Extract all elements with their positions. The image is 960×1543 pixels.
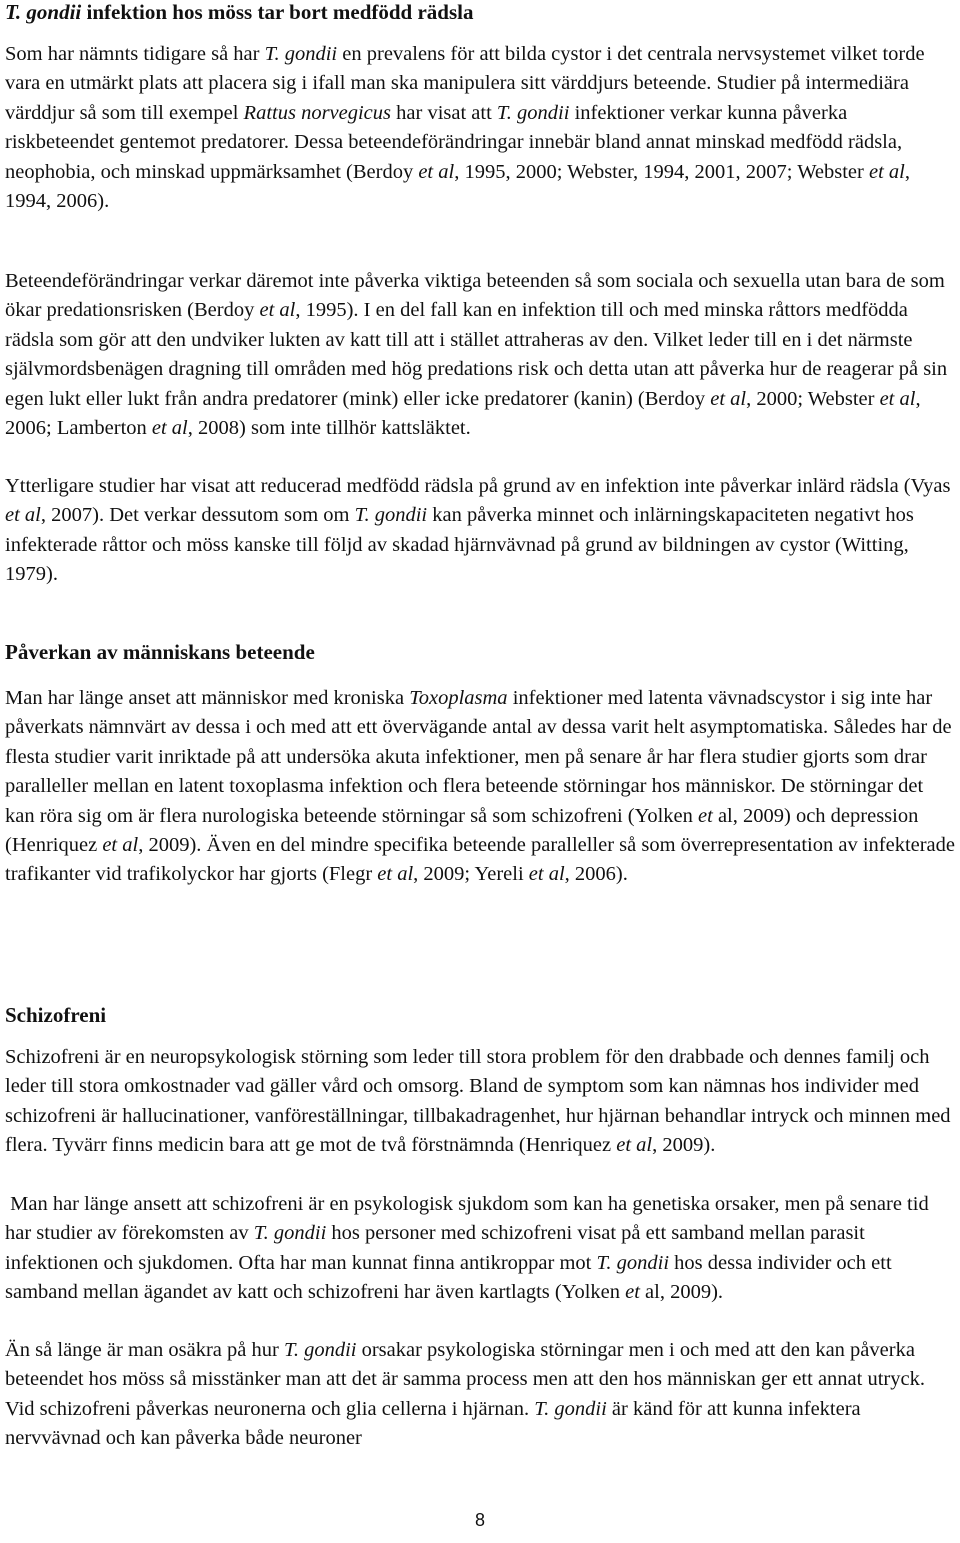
p6-text-1: Man har länge ansett att schizofreni är en psykologisk sjukdom som kan ha genetiska orsaker, men på senare tid har studier av förekomsten av: [5, 1193, 934, 1245]
page-number: 8: [474, 1510, 485, 1530]
p2-text-3: , 2000; Webster: [746, 387, 880, 410]
p2-italic-4: et al: [151, 417, 188, 440]
paragraph-5: [5, 1043, 957, 1161]
p6-italic-3: et: [625, 1281, 640, 1304]
p2-text-2: , 1995). I en del fall kan en infektion till och med minska råttors medfödda rädsla som gör att den undviker lukten av katt till att i stället attraheras av den. Vilket leder till en i det närmste självmordsbenägen dragning till områden med hög predations risk och detta utan att påverka hur de reagerar på sin egen lukt eller lukt från andra predatorer (mink) eller icke predatorer (kanin) (Berdoy: [5, 299, 948, 410]
p1-italic-1: T. gondii: [264, 43, 338, 65]
p4-italic-5: et al: [528, 863, 565, 886]
p4-text-5: , 2009; Yereli: [413, 863, 529, 886]
p1-text-6: , 1994, 2006).: [5, 160, 910, 213]
p1-text-1: Som har nämnts tidigare så har: [5, 43, 265, 65]
p4-italic-2: et: [698, 804, 713, 827]
p5-italic-1: et al: [616, 1134, 653, 1157]
p1-text-5: , 1995, 2000; Webster, 1994, 2001, 2007; Webster: [454, 160, 869, 183]
p6-italic-1: T. gondii: [253, 1222, 327, 1245]
p4-italic-1: Toxoplasma: [409, 687, 508, 709]
paragraph-6: [5, 1190, 957, 1308]
p7-text-2: orsakar psykologiska störningar men i och med att den kan påverka beteendet hos möss så misstänker man att det är samma process men att den hos människan ger ett annat utryck. Vid schizofreni påverkas neuronerna och glia cellerna i hjärnan.: [5, 1339, 925, 1420]
p3-text-1: Ytterligare studier har visat att reducerad medfödd rädsla på grund av en infektion inte påverkar inlärd rädsla (Vyas: [5, 475, 951, 497]
p7-italic-1: T. gondii: [283, 1339, 357, 1361]
p7-text-1: Än så länge är man osäkra på hur: [5, 1339, 284, 1361]
p7-text-3: är känd för att kunna infektera nervvävnad och kan påverka både neuroner: [5, 1397, 861, 1450]
paragraph-7: [5, 1336, 957, 1454]
heading-schizophrenia: Schizofreni: [5, 1003, 107, 1027]
p4-italic-3: et al: [102, 834, 139, 857]
p6-text-4: al, 2009).: [639, 1281, 724, 1304]
p2-text-5: , 2008) som inte tillhör kattsläktet.: [187, 417, 471, 440]
paragraph-3: [5, 472, 957, 590]
title-rest: infektion hos möss tar bort medfödd rädsla: [81, 0, 474, 24]
p1-text-4: infektioner verkar kunna påverka riskbeteendet gentemot predatorer. Dessa beteendeförändringar innebär bland annat minskad medfödd rädsla, neophobia, och minskad uppmärksamhet (Berdoy: [5, 101, 903, 183]
p7-italic-2: T. gondii: [534, 1397, 607, 1420]
p5-text-1: Schizofreni är en neuropsykologisk störning som leder till stora problem för den drabbade och dennes familj och leder till stora omkostnader vad gäller vård och omsorg. Bland de symptom som kan nämnas hos individer med schizofreni är hallucinationer, vanföreställningar, tillbakadragenhet, hur hjärnan behandlar intryck och minnen med flera. Tyvärr finns medicin bara att ge mot de två förstnämnda (Henriquez: [5, 1046, 951, 1157]
p6-text-3: hos dessa individer och ett samband mellan ägandet av katt och schizofreni har även kartlagts (Yolken: [5, 1251, 897, 1304]
p6-text-2: hos personer med schizofreni visat på ett samband mellan parasit infektionen och sjukdomen. Ofta har man kunnat finna antikroppar mot: [5, 1222, 870, 1274]
p4-text-6: , 2006).: [564, 863, 628, 886]
p3-text-2: , 2007). Det verkar dessutom som om: [40, 504, 355, 527]
p4-text-3: al, 2009) och depression (Henriquez: [5, 804, 919, 857]
paragraph-1: [5, 40, 957, 216]
p2-text-1: Beteendeförändringar verkar däremot inte påverka viktiga beteenden så som sociala och sexuella utan bara de som ökar predationsrisken (Berdoy: [5, 270, 945, 322]
p1-text-2: en prevalens för att bilda cystor i det centrala nervsystemet vilket torde vara en utmärkt plats att placera sig i ifall man ska manipulera sitt värddjurs beteende. Studier på intermediära värddjur så som till exempel: [5, 43, 925, 124]
paragraph-4: [5, 684, 957, 890]
p3-text-3: kan påverka minnet och inlärningskapaciteten negativt hos infekterade råttor och möss kanske till följd av skadad hjärnvävnad på grund av bildningen av cystor (Witting, 1979).: [5, 504, 914, 586]
p1-italic-3: T. gondii: [496, 101, 570, 124]
p1-italic-4: et al: [418, 160, 455, 183]
p5-text-2: , 2009).: [652, 1134, 716, 1157]
p2-text-4: , 2006; Lamberton: [5, 387, 921, 440]
paragraph-2: [5, 267, 957, 443]
p4-text-1: Man har länge anset att människor med kroniska: [5, 687, 410, 709]
title-species: T. gondii: [5, 0, 82, 24]
p4-italic-4: et al: [377, 863, 414, 886]
p1-italic-2: Rattus norvegicus: [243, 101, 392, 124]
p1-italic-5: et al: [868, 160, 905, 183]
p3-italic-1: et al: [5, 504, 41, 527]
p1-text-3: har visat att: [391, 101, 497, 124]
p3-italic-2: T. gondii: [354, 504, 428, 527]
p4-text-2: infektioner med latenta vävnadscystor i sig inte har påverkats nämnvärt av dessa i och med att ett övervägande antal av dessa varit helt asymptomatiska. Således har de flesta studier varit inriktade på att undersöka akuta infektioner, men på senare år har flera studier gjorts som drar paralleller mellan en latent toxoplasma infektion och flera beteende störningar hos människor. De störningar det kan röra sig om är flera nurologiska beteende störningar så som schizofreni (Yolken: [5, 687, 952, 827]
p6-italic-2: T. gondii: [596, 1251, 670, 1274]
p2-italic-2: et al: [710, 387, 747, 410]
heading-human-behaviour: Påverkan av människans beteende: [5, 640, 315, 664]
p2-italic-3: et al: [879, 387, 916, 410]
p4-text-4: , 2009). Även en del mindre specifika beteende paralleller så som överrepresentation av infekterade trafikanter vid trafikolyckor har gjorts (Flegr: [5, 834, 956, 886]
section-title: [5, 0, 473, 27]
p2-italic-1: et al: [259, 299, 296, 322]
